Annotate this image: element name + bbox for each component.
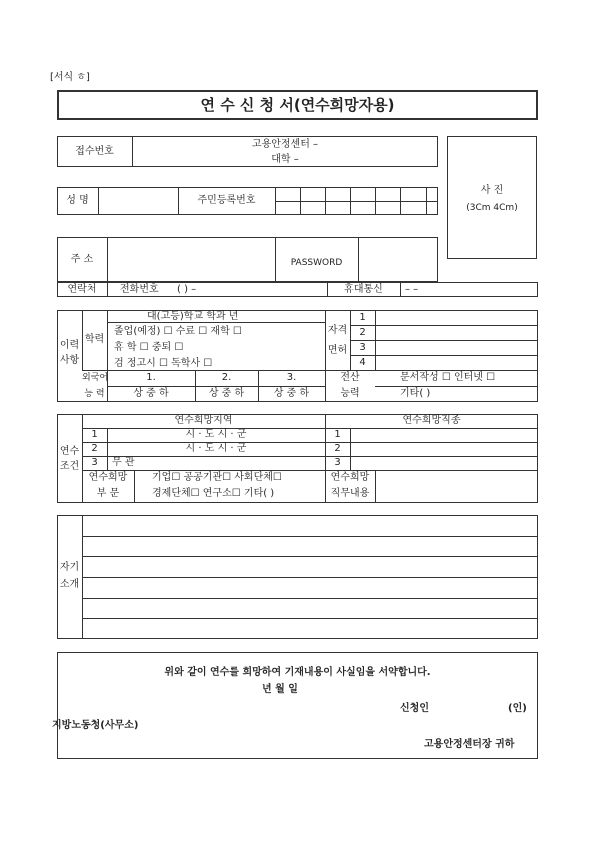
sector-label-line2: 부 문 — [96, 488, 120, 499]
computer-label-line1: 전산 — [340, 372, 360, 383]
certification-label-line2: 면허 — [327, 345, 348, 356]
certification-number-3: 3 — [359, 342, 366, 353]
certification-number-2: 2 — [359, 327, 366, 338]
certification-field[interactable] — [377, 311, 537, 369]
seal-mark: (인) — [508, 703, 527, 714]
job-field[interactable] — [352, 429, 536, 469]
name-field[interactable] — [100, 189, 176, 213]
password-field[interactable] — [360, 239, 436, 280]
education-school-line[interactable]: 대(고등)학교 학과 년 — [147, 311, 239, 322]
name-label: 성 명 — [66, 195, 89, 206]
region-field-1[interactable]: 시 · 도 시 · 군 — [185, 429, 247, 440]
photo-label: 사 진 — [480, 185, 504, 196]
job-number-2: 2 — [334, 443, 341, 454]
region-header: 연수희망지역 — [174, 415, 233, 426]
education-label: 학력 — [84, 334, 105, 345]
history-label-line2: 사항 — [59, 355, 80, 366]
language-slot-1[interactable]: 1. — [146, 372, 156, 383]
sector-label-line1: 연수희망 — [88, 472, 128, 483]
contact-label: 연락처 — [67, 284, 97, 295]
sector-options-line1[interactable]: 기업☐ 공공기관☐ 사회단체☐ — [152, 472, 282, 483]
history-label-line1: 이력 — [59, 340, 80, 351]
self-intro-field[interactable] — [84, 517, 536, 637]
language-label-line1: 외국어 — [82, 373, 109, 383]
language-slot-3[interactable]: 3. — [286, 372, 297, 383]
phone-label: 전화번호 — [120, 284, 159, 295]
computer-other-field[interactable]: 기타( ) — [400, 388, 431, 399]
job-number-1: 1 — [334, 429, 341, 440]
pledge-statement: 위와 같이 연수를 희망하여 기재내용이 사실임을 서약합니다. — [164, 667, 431, 678]
recipient: 고용안정센터장 귀하 — [424, 739, 515, 750]
reception-number-label: 접수번호 — [75, 146, 114, 157]
applicant-label: 신청인 — [400, 703, 429, 714]
reception-university: 대학 – — [271, 154, 299, 165]
language-level-3[interactable]: 상 중 하 — [273, 388, 310, 399]
self-intro-label-line1: 자기 — [59, 562, 80, 573]
duty-label-line1: 연수희망 — [330, 472, 370, 483]
duty-field[interactable] — [377, 471, 536, 502]
region-number-2: 2 — [91, 443, 98, 454]
applicant-signature-field[interactable] — [440, 701, 502, 715]
labor-office: 지방노동청(사무소) — [52, 720, 139, 731]
self-intro-label-line2: 소개 — [59, 579, 80, 590]
photo-size: (3Cm 4Cm) — [466, 203, 518, 213]
education-status-line1[interactable]: 졸업(예정) ☐ 수료 ☐ 재학 ☐ — [114, 326, 242, 337]
computer-label-line2: 능력 — [340, 388, 360, 399]
region-field-2[interactable]: 시 · 도 시 · 군 — [185, 443, 247, 454]
photo-box[interactable] — [447, 136, 537, 259]
region-any-label: 무 관 — [112, 457, 135, 468]
education-status-line2[interactable]: 휴 학 ☐ 중퇴 ☐ — [114, 342, 184, 353]
reception-center: 고용안정센터 – — [251, 139, 319, 150]
date-line[interactable]: 년 월 일 — [262, 684, 298, 695]
training-label-line1: 연수 — [59, 446, 80, 457]
rrn-label: 주민등록번호 — [197, 195, 256, 206]
region-number-1: 1 — [91, 429, 98, 440]
mobile-label: 휴대통신 — [344, 284, 383, 295]
language-slot-2[interactable]: 2. — [221, 372, 232, 383]
phone-field[interactable]: ( ) – — [177, 284, 197, 295]
sector-options-line2[interactable]: 경제단체☐ 연구소☐ 기타( ) — [152, 488, 275, 499]
reception-number-field[interactable] — [140, 137, 430, 165]
computer-skills-line[interactable]: 문서작성 ☐ 인터넷 ☐ — [400, 372, 496, 383]
language-level-1[interactable]: 상 중 하 — [133, 388, 169, 399]
language-level-2[interactable]: 상 중 하 — [208, 388, 245, 399]
password-label: PASSWORD — [290, 258, 343, 268]
education-status-line3[interactable]: 검 정고시 ☐ 독학사 ☐ — [114, 358, 213, 369]
job-header: 연수희망직종 — [402, 415, 461, 426]
training-label-line2: 조건 — [59, 461, 80, 472]
page-title: 연 수 신 청 서(연수희망자용) — [200, 96, 395, 114]
language-label-line2: 능 력 — [84, 389, 105, 399]
mobile-field[interactable]: – – — [405, 284, 419, 295]
duty-label-line2: 직무내용 — [330, 488, 370, 499]
region-number-3: 3 — [91, 457, 98, 468]
address-label: 주 소 — [70, 254, 94, 265]
certification-number-1: 1 — [359, 312, 366, 323]
address-field[interactable] — [109, 239, 273, 280]
form-code: [서식 ㅎ] — [50, 72, 90, 83]
certification-number-4: 4 — [359, 357, 366, 368]
certification-label-line1: 자격 — [327, 325, 348, 336]
job-number-3: 3 — [334, 457, 341, 468]
